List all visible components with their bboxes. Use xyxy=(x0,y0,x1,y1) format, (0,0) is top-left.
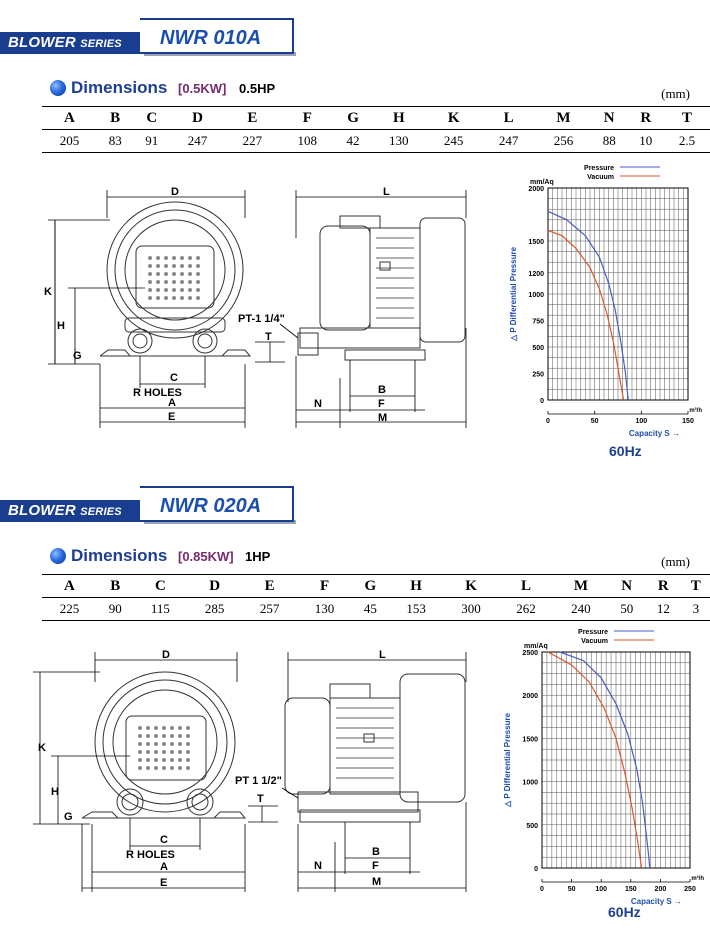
label-t: T xyxy=(265,331,272,343)
bullet-icon xyxy=(50,80,66,96)
header-cell: K xyxy=(426,107,481,130)
header-cell: D xyxy=(187,575,242,598)
performance-chart xyxy=(490,618,708,908)
label-f: F xyxy=(372,860,379,872)
value-cell: 227 xyxy=(225,130,280,153)
y-tick-label: 1000 xyxy=(528,292,544,299)
label-a: A xyxy=(168,397,176,409)
label-c: C xyxy=(160,834,168,846)
value-cell: 245 xyxy=(426,130,481,153)
label-g: G xyxy=(64,811,73,823)
dimension-table xyxy=(42,106,710,153)
label-h: H xyxy=(57,320,65,332)
bullet-icon xyxy=(50,548,66,564)
label-b: B xyxy=(378,384,386,396)
label-d: D xyxy=(171,186,179,198)
x-tick-label: 0 xyxy=(540,886,544,893)
label-r-holes: R HOLES xyxy=(126,849,175,861)
power-kw: [0.85KW] xyxy=(178,549,234,564)
x-tick-label: 50 xyxy=(567,886,576,893)
value-cell: 45 xyxy=(352,598,389,621)
label-t: T xyxy=(257,793,264,805)
header-cell: N xyxy=(591,107,628,130)
y-tick-label: 0 xyxy=(540,398,544,405)
value-cell: 153 xyxy=(389,598,444,621)
value-cell: 50 xyxy=(608,598,645,621)
power-hp: 0.5HP xyxy=(239,81,276,96)
value-cell: 205 xyxy=(42,130,97,153)
motor-vent-grille xyxy=(138,726,190,770)
value-cell: 90 xyxy=(97,598,134,621)
y-axis-title: △ P Differential Pressure xyxy=(503,712,512,808)
header-cell: R xyxy=(628,107,665,130)
header-cell: K xyxy=(444,575,499,598)
value-cell: 115 xyxy=(134,598,188,621)
y-tick-label: 2000 xyxy=(522,693,538,701)
series-line-pressure xyxy=(548,211,628,400)
header-cell: M xyxy=(536,107,591,130)
power-hp: 1HP xyxy=(245,549,271,564)
y-tick-label: 1500 xyxy=(522,736,538,744)
y-tick-label: 2000 xyxy=(528,186,544,193)
header-cell: F xyxy=(280,107,335,130)
value-cell: 300 xyxy=(444,598,499,621)
value-cell: 225 xyxy=(42,598,97,621)
frequency-label: 60Hz xyxy=(609,443,642,459)
legend-label: Pressure xyxy=(578,629,608,636)
frequency-label: 60Hz xyxy=(608,904,641,920)
label-port: PT-1 1/4" xyxy=(238,313,285,325)
x-axis-title: Capacity S → xyxy=(628,429,680,438)
table-header-row xyxy=(42,107,710,130)
label-r-holes: R HOLES xyxy=(133,387,182,399)
label-g: G xyxy=(73,350,82,362)
value-cell: 3 xyxy=(682,598,710,621)
table-row xyxy=(42,130,710,153)
header-cell: T xyxy=(682,575,710,598)
value-cell: 247 xyxy=(170,130,225,153)
value-cell: 256 xyxy=(536,130,591,153)
blower-housing-outline xyxy=(95,672,235,812)
model-name: NWR 010A xyxy=(140,18,294,54)
label-e: E xyxy=(160,877,168,889)
label-f: F xyxy=(378,398,385,410)
value-cell: 108 xyxy=(280,130,335,153)
header-cell: L xyxy=(481,107,536,130)
header-cell: E xyxy=(242,575,297,598)
value-cell: 285 xyxy=(187,598,242,621)
value-cell: 42 xyxy=(335,130,372,153)
value-cell: 240 xyxy=(553,598,608,621)
label-h: H xyxy=(51,786,59,798)
header-cell: E xyxy=(225,107,280,130)
header-cell: D xyxy=(170,107,225,130)
label-e: E xyxy=(168,411,176,423)
label-l: L xyxy=(379,649,386,661)
label-b: B xyxy=(372,846,380,858)
y-tick-label: 500 xyxy=(526,822,538,830)
x-unit-label: m³/h xyxy=(691,876,704,882)
legend-label: Vacuum xyxy=(581,638,608,645)
dimension-table xyxy=(42,574,710,621)
series-banner xyxy=(0,12,300,58)
header-cell: G xyxy=(335,107,372,130)
series-label: BLOWER SERIES xyxy=(0,32,140,54)
header-cell: B xyxy=(97,107,134,130)
y-axis-title: △ P Differential Pressure xyxy=(509,246,518,342)
y-tick-label: 1200 xyxy=(528,270,544,278)
header-cell: G xyxy=(352,575,389,598)
technical-drawing xyxy=(0,634,480,914)
y-tick-label: 2500 xyxy=(522,650,538,657)
y-tick-label: 750 xyxy=(532,318,544,326)
dimensions-title: Dimensions xyxy=(71,78,168,97)
y-unit-label: mm/Aq xyxy=(524,643,548,650)
value-cell: 130 xyxy=(297,598,352,621)
x-tick-label: 100 xyxy=(595,886,608,893)
header-cell: T xyxy=(664,107,710,130)
series-label: BLOWER SERIES xyxy=(0,500,140,522)
x-tick-label: 0 xyxy=(546,418,550,425)
header-cell: L xyxy=(499,575,554,598)
x-axis-title: Capacity S → xyxy=(630,897,682,906)
legend-label: Pressure xyxy=(584,165,614,172)
technical-drawing xyxy=(0,168,480,448)
power-kw: [0.5KW] xyxy=(178,81,227,96)
x-tick-label: 150 xyxy=(682,418,694,425)
value-cell: 88 xyxy=(591,130,628,153)
y-tick-label: 0 xyxy=(534,866,538,873)
header-cell: C xyxy=(133,107,170,130)
y-tick-label: 500 xyxy=(532,345,544,352)
value-cell: 262 xyxy=(499,598,554,621)
dimensions-title: Dimensions xyxy=(71,546,168,565)
label-m: M xyxy=(378,412,388,424)
value-cell: 91 xyxy=(133,130,170,153)
x-tick-label: 150 xyxy=(624,886,637,893)
label-k: K xyxy=(44,286,52,298)
value-cell: 247 xyxy=(481,130,536,153)
label-d: D xyxy=(162,649,170,661)
x-tick-label: 100 xyxy=(635,418,648,425)
label-k: K xyxy=(38,742,46,754)
label-c: C xyxy=(170,372,178,384)
header-cell: M xyxy=(553,575,608,598)
y-unit-label: mm/Aq xyxy=(530,179,554,186)
x-unit-label: m³/h xyxy=(689,408,702,414)
performance-chart xyxy=(496,160,706,440)
x-tick-label: 250 xyxy=(684,886,696,893)
header-cell: A xyxy=(42,107,97,130)
series-banner xyxy=(0,480,300,526)
label-a: A xyxy=(160,861,168,873)
value-cell: 12 xyxy=(645,598,682,621)
label-l: L xyxy=(383,186,390,198)
header-cell: N xyxy=(608,575,645,598)
value-cell: 2.5 xyxy=(664,130,710,153)
header-cell: A xyxy=(42,575,97,598)
y-tick-label: 1000 xyxy=(522,779,538,787)
unit-label: (mm) xyxy=(661,554,690,569)
value-cell: 83 xyxy=(97,130,134,153)
value-cell: 10 xyxy=(628,130,665,153)
x-tick-label: 50 xyxy=(590,418,599,425)
header-cell: B xyxy=(97,575,134,598)
label-port: PT 1 1/2" xyxy=(235,775,282,787)
header-cell: R xyxy=(645,575,682,598)
y-tick-label: 250 xyxy=(532,371,544,379)
y-tick-label: 1500 xyxy=(528,239,544,246)
header-cell: F xyxy=(297,575,352,598)
motor-vent-grille xyxy=(148,256,200,300)
x-tick-label: 200 xyxy=(654,886,667,893)
header-cell: H xyxy=(389,575,444,598)
model-name: NWR 020A xyxy=(140,486,294,522)
label-n: N xyxy=(314,398,322,410)
unit-label: (mm) xyxy=(661,86,690,101)
value-cell: 130 xyxy=(371,130,426,153)
header-cell: C xyxy=(134,575,188,598)
label-n: N xyxy=(314,860,322,872)
legend-label: Vacuum xyxy=(587,174,614,181)
label-m: M xyxy=(372,876,382,888)
header-cell: H xyxy=(371,107,426,130)
table-header-row xyxy=(42,575,710,598)
value-cell: 257 xyxy=(242,598,297,621)
